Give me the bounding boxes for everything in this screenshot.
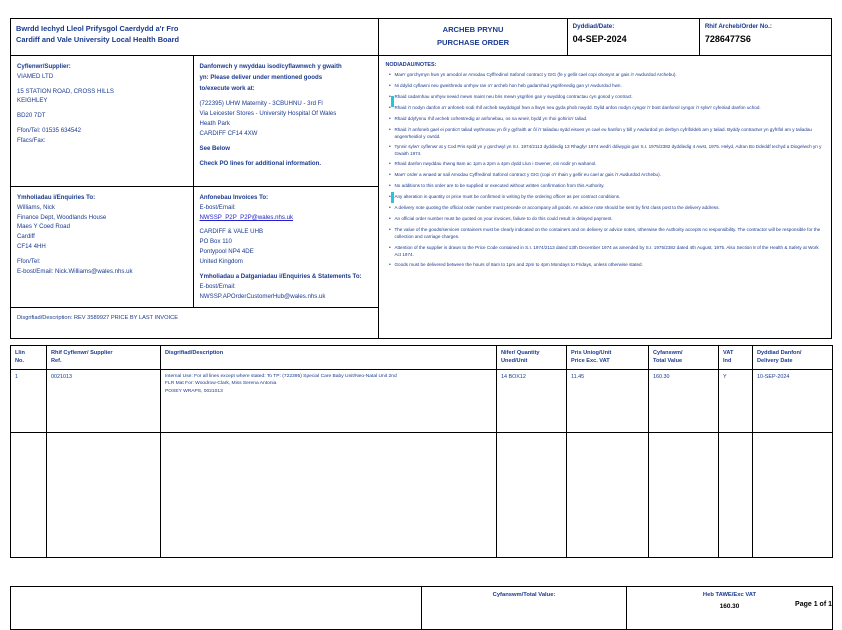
- cell-delivery-date: 10-SEP-2024: [753, 369, 833, 432]
- order-date-cell: [567, 19, 699, 56]
- col-quantity-en: Uned/Unit: [501, 358, 528, 365]
- enquiries-email-value: Nick.Williams@wales.nhs.uk: [54, 267, 133, 275]
- col-supplier-ref-en: Ref.: [51, 358, 62, 365]
- cell-supplier-ref: 0021013: [47, 369, 161, 432]
- invoices-address-2: PO Box 110: [199, 238, 232, 246]
- invoices-email-label: E-bost/Email:: [199, 203, 236, 211]
- invoices-cell: [193, 186, 379, 307]
- order-number-value: 7286477S6: [704, 34, 751, 45]
- totals-label: Cyfanswm/Total Value:: [492, 591, 556, 598]
- bullet-icon: •: [389, 216, 391, 223]
- cell-total-value: 160.30: [649, 369, 719, 432]
- bullet-icon: •: [389, 227, 391, 234]
- note-text: Mae'r gorchymyn hwn yn amodol ar Amodau Cyffredinol Safonol contract y GIG (fe y gellir cael copi ohonynt ar gais i'r Awdurdod Archebu).: [394, 71, 677, 77]
- highlight-marker-1: [391, 96, 394, 107]
- note-text: Rhaid cadarnhau unrhyw newid mewn maint neu bris mewn ysgrifen gan y swyddog contractau cyn gosod y contract.: [394, 93, 633, 99]
- bullet-icon: •: [389, 71, 391, 78]
- enquiries-cell: [11, 186, 193, 307]
- totals-vat-label: Heb TAWE/Exc VAT: [702, 591, 757, 598]
- spacer-cell: [11, 432, 47, 557]
- note-text: An official order number must be quoted on your invoices, failure to do this could result in delayed payment.: [394, 216, 613, 222]
- bullet-icon: •: [389, 262, 391, 269]
- note-text: No additions to this order are to be supplied or executed without written confirmation from this Authority.: [394, 183, 605, 189]
- enquiries-label: Ymholiadau i/Enquiries To:: [17, 193, 96, 201]
- enquiries-address-4: CF14 4HH: [17, 243, 46, 251]
- order-date-label: Dyddiad/Date:: [572, 23, 615, 30]
- note-text: Rhaid ddyfynnu rhif archeb cofrestredig ar anfonebau, os na wneir, bydd yn rhoi gohirio'r taliad.: [394, 115, 588, 121]
- statements-email-label: E-bost/Email:: [199, 282, 236, 290]
- col-line-no-cy: Llin: [15, 349, 25, 356]
- supplier-phone-label: Ffon/Tel:: [17, 127, 41, 135]
- note-item: [385, 94, 825, 102]
- col-quantity-cy: Nifer/ Quantity: [501, 349, 540, 356]
- col-vat-ind: [719, 345, 753, 369]
- notes-block: [379, 56, 831, 278]
- spacer-cell: [649, 432, 719, 557]
- bullet-icon: •: [389, 194, 391, 201]
- col-vat-ind-en: Ind: [723, 358, 732, 365]
- dispatch-note: Disgrifiad/Description: REV 3589927 PRICE BY LAST INVOICE: [17, 314, 179, 321]
- cell-description: [161, 369, 497, 432]
- col-quantity: [497, 345, 567, 369]
- supplier-fax-label: Ffacs/Fax:: [17, 136, 46, 144]
- bullet-icon: •: [389, 93, 391, 100]
- note-item: [385, 194, 825, 202]
- delivery-check-po: Check PO lines for additional information.: [199, 159, 322, 167]
- enquiries-email: [17, 267, 187, 277]
- cell-vat-ind: Y: [719, 369, 753, 432]
- bullet-icon: •: [389, 126, 391, 133]
- document-body: [10, 18, 832, 630]
- enquiries-address-1: Finance Dept, Woodlands House: [17, 213, 107, 221]
- totals-blank-cell: [11, 586, 422, 629]
- cell-unit-price: 11.45: [567, 369, 649, 432]
- invoices-label: Anfonebau Invoices To:: [199, 193, 269, 201]
- note-text: Rhaid i'r anfoneb gael ei pontio'r taliad wythnosau yn ôl y gyfraith ar ôl i'r taliadau sydd eisoes yn cael eu hanfon y bill y Awdurdod yn derbyn cyfrifoldeb am y taliad. Byddy contractwr yn gyfrifol am y taliadau angenrheidiol y cwrdd.: [394, 126, 812, 139]
- col-delivery-date: [753, 345, 833, 369]
- description-line-1: Internal Use: For all lines except where stated: To TP: (722395) Special Care Baby Unit/Neo-Natal Unit 2nd: [165, 373, 397, 379]
- totals-value: 160.30: [719, 602, 740, 610]
- line-items-header-row: [11, 345, 833, 369]
- note-text: A delivery note quoting the official order number must precede or accompany all goods. An advice note should be sent by first class post to the delivery address.: [394, 205, 720, 211]
- bullet-icon: •: [389, 104, 391, 111]
- col-delivery-date-cy: Dyddiad Danfon/: [757, 349, 802, 356]
- supplier-delivery-table: [11, 56, 379, 338]
- enquiries-invoices-row: [11, 186, 379, 307]
- invoices-address-1: CARDIFF & VALE UHB: [199, 228, 264, 236]
- notes-title: NODIADAU/NOTES:: [385, 61, 437, 68]
- order-number-cell: [699, 19, 831, 56]
- spacer-cell: [567, 432, 649, 557]
- spacer-cell: [753, 432, 833, 557]
- delivery-address-3: Heath Park: [199, 120, 230, 128]
- note-item: [385, 127, 825, 141]
- bullet-icon: •: [389, 205, 391, 212]
- supplier-address-1: 15 STATION ROAD, CROSS HILLS: [17, 87, 114, 95]
- col-supplier-ref: [47, 345, 161, 369]
- invoices-address-4: United Kingdom: [199, 257, 243, 265]
- org-name-cy: Bwrdd Iechyd Lleol Prifysgol Caerdydd a'r Fro: [16, 24, 179, 33]
- note-text: The value of the goods/services containers must be clearly indicated on the containers and on delivery or advice notes, otherwise the Authority accepts no responsibility. The contractor will be responsible for the collection and carriage charges.: [394, 227, 821, 240]
- totals-label-cell: [422, 586, 627, 629]
- enquiries-email-label: E-bost/Email:: [17, 267, 54, 275]
- col-line-no: [11, 345, 47, 369]
- col-description: [161, 345, 497, 369]
- supplier-address-2: KEIGHLEY: [17, 97, 48, 105]
- line-items-table: [10, 345, 833, 558]
- note-text: Mae'r order a wnaed ar sail Amodau Cyffredinol Safonol contract y GIG (copi o'r rhain y gellir eu cael ar gais i'r Awdurdod Archebu).: [394, 172, 661, 178]
- enquiries-name: Williams, Nick: [17, 203, 55, 211]
- delivery-address-1: (722395) UHW Maternity - 3CBUHNU - 3rd Fl: [199, 100, 323, 108]
- note-text: Rhaid danfon nwyddau rhwng 8am ac 1pm a 2pm a 4pm dydd Llun i Gwener, oni nodir yn wahanol.: [394, 161, 597, 167]
- note-text: Attention of the supplier is drawn to the Price Code contained in S.I. 1974/2113 dated 13th December 1974 as amended by S.I. 1975/2382 dated 4th August, 1975. Also Section 8 of the Health & Safety at Work Act 1974.: [394, 244, 819, 257]
- doc-title-cy: ARCHEB PRYNU: [442, 25, 504, 34]
- delivery-cell: [193, 56, 379, 187]
- bullet-icon: •: [389, 172, 391, 179]
- doc-title-cell: [379, 19, 567, 56]
- col-unit-price-cy: Pris Uniog/Unit: [571, 349, 612, 356]
- note-item: [385, 144, 825, 158]
- bullet-icon: •: [389, 244, 391, 251]
- invoices-address-3: Pontypool NP4 4DE: [199, 248, 254, 256]
- cell-quantity: 14 BOX12: [497, 369, 567, 432]
- notes-cell: [379, 55, 832, 338]
- page-number: Page 1 of 1: [795, 601, 832, 608]
- order-date-value: 04-SEP-2024: [572, 34, 627, 45]
- note-text: Goods must be delivered between the hours of 8am to 1pm and 2pm to 4pm Mondays to Fridays, unless otherwise stated.: [394, 262, 643, 268]
- col-vat-ind-cy: VAT: [723, 349, 734, 356]
- note-item: [385, 245, 825, 259]
- enquiries-phone: [17, 257, 187, 267]
- enquiries-address-3: Cardiff: [17, 233, 35, 241]
- supplier-delivery-group: [11, 55, 379, 338]
- col-total-value-cy: Cyfanswm/: [653, 349, 683, 356]
- supplier-label: Cyflenwr/Supplier:: [17, 62, 71, 70]
- note-item: [385, 172, 825, 180]
- bullet-icon: •: [389, 183, 391, 190]
- spacer-cell: [719, 432, 753, 557]
- header-table: [10, 18, 832, 339]
- spacer-cell: [47, 432, 161, 557]
- doc-title-en: PURCHASE ORDER: [436, 37, 510, 47]
- dispatch-note-row: [11, 307, 379, 338]
- supplier-cell: [11, 56, 193, 187]
- col-unit-price-en: Price Exc. VAT: [571, 358, 610, 365]
- delivery-label-1: Danfonwch y nwyddau isod/cyflawnwch y gwaith: [199, 62, 342, 70]
- col-line-no-en: No.: [15, 358, 25, 365]
- bullet-icon: •: [389, 115, 391, 122]
- supplier-fax: [17, 136, 187, 146]
- totals-row: [11, 586, 833, 629]
- col-total-value: [649, 345, 719, 369]
- cell-line-no: 1: [11, 369, 47, 432]
- org-name-cell: [11, 19, 379, 56]
- delivery-see-below: See Below: [199, 144, 230, 152]
- note-item: [385, 161, 825, 169]
- spacer-cell: [161, 432, 497, 557]
- table-empty-space: [11, 432, 833, 557]
- supplier-delivery-top: [11, 56, 379, 187]
- col-supplier-ref-cy: Rhif Cyflenwr/ Supplier: [51, 349, 113, 356]
- supplier-phone-value: 01535 634542: [42, 127, 82, 135]
- statements-email-value: NWSSP.APOrderCustomerHub@wales.nhs.uk: [199, 292, 326, 300]
- note-text: Any alteration in quantity or price must be confirmed in writing by the ordering officer as per contract conditions.: [394, 194, 621, 200]
- order-number-label: Rhif Archeb/Order No.:: [704, 23, 772, 30]
- enquiries-address-2: Maes Y Coed Road: [17, 223, 70, 231]
- col-unit-price: [567, 345, 649, 369]
- delivery-label-3: to/execute work at:: [199, 84, 255, 92]
- enquiries-phone-label: Ffon/Tel:: [17, 257, 41, 265]
- note-item: [385, 105, 825, 113]
- col-total-value-en: Total Value: [653, 358, 683, 365]
- dispatch-note-cell: [11, 307, 379, 338]
- bullet-icon: •: [389, 144, 391, 151]
- note-text: Tynnir sylw'r cyflenwr at y Cod Pris sydd yn y gorchwyl yn S.I. 1974/2113 dyddiedig 13 Rhagfyr 1974 wedi'i ddiwygio gan S.I. 1975/2382 dyddiedig 4 Awst, 1975. Helyd, Adran Bo Ddeddf Iechyd a Diogelwch yn y Gwaith 1974.: [394, 144, 822, 157]
- bullet-icon: •: [389, 161, 391, 168]
- table-row: [11, 369, 833, 432]
- note-item: [385, 116, 825, 124]
- note-item: [385, 83, 825, 91]
- description-line-3: POSEY WRAPS, 0021013: [165, 388, 223, 394]
- col-delivery-date-en: Delivery Date: [757, 358, 793, 365]
- note-item: [385, 262, 825, 270]
- delivery-address-2: Via Leicester Stores - University Hospital Of Wales: [199, 110, 337, 118]
- org-name-en: Cardiff and Vale University Local Health Board: [16, 35, 180, 45]
- supplier-name: VIAMED LTD: [17, 72, 54, 80]
- note-item: [385, 205, 825, 213]
- note-text: Ni ddylid cyflawni neu gweithredu unrhyw ran o'r archeb hon heb gadarnhad ysgrifenedig gan yr Awdurdod hwn.: [394, 82, 622, 88]
- bullet-icon: •: [389, 82, 391, 89]
- note-item: [385, 183, 825, 191]
- invoices-email-value[interactable]: [200, 213, 374, 223]
- delivery-address-4: CARDIFF CF14 4XW: [199, 129, 258, 137]
- header-row: [11, 19, 832, 56]
- spacer-cell: [497, 432, 567, 557]
- note-text: Rhaid i'r nodyn danfon a'r anfoneb nodi rhif archeb swyddogol hwn a llwyn neu gyda phob nwydd. Dylid anfon nodyn cyngor i'r bost danfonol cyngor i'r sylw'r cyfeiriad danfon uchod.: [394, 104, 761, 110]
- statements-label: Ymholiadau a Datganiadau i/Enquiries & Statements To:: [199, 272, 362, 280]
- supplier-postcode: BD20 7DT: [17, 112, 46, 120]
- col-description-cy: Disgrifiad/Description: [165, 349, 224, 356]
- note-item: [385, 227, 825, 241]
- invoices-email-link[interactable]: NWSSP_P2P_P2P@wales.nhs.uk: [199, 213, 294, 221]
- note-item: [385, 216, 825, 224]
- totals-table: [10, 586, 833, 630]
- description-line-2: FLR Mat For: Woodrow-Clark, Miss Serena Antonia: [165, 381, 277, 387]
- delivery-label-2: yn: Please deliver under mentioned goods: [199, 73, 323, 81]
- supplier-delivery-notes-row: [11, 55, 832, 338]
- note-item: [385, 72, 825, 80]
- supplier-phone: [17, 126, 187, 136]
- highlight-marker-2: [391, 192, 394, 203]
